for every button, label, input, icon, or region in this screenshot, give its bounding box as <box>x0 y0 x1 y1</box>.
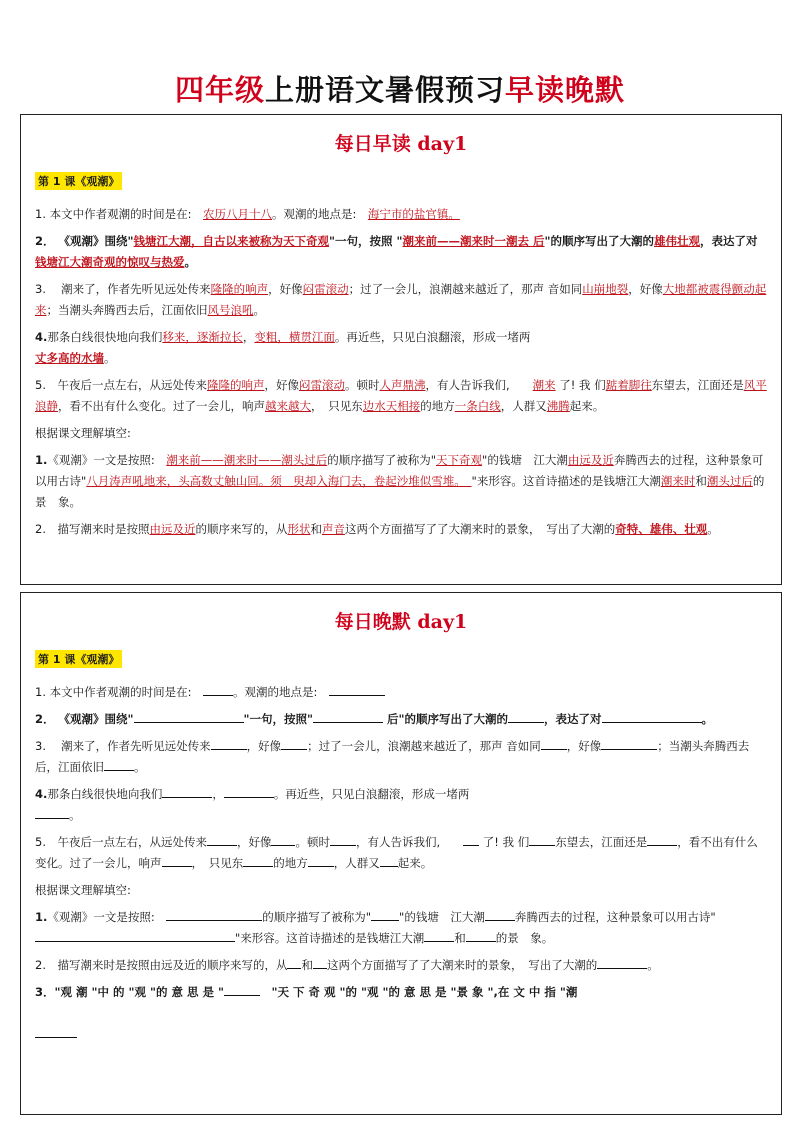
q-text: ，人群又 <box>500 399 547 413</box>
blank[interactable] <box>166 909 262 921</box>
q-text: 和 <box>301 958 313 972</box>
evening-q3 <box>35 736 767 778</box>
q-number: 1. <box>35 685 50 699</box>
q-text: 和 <box>454 931 466 945</box>
blank[interactable] <box>485 909 515 921</box>
answer: 钱塘江大潮奇观的惊叹与热爱 <box>35 255 185 269</box>
q-text: 起来。 <box>569 399 605 413</box>
q-text: "一句，按照" <box>243 712 313 726</box>
blank[interactable] <box>330 834 356 846</box>
morning-lesson-label: 第 1 课《观潮》 <box>35 172 122 190</box>
blank[interactable] <box>541 738 567 750</box>
answer: 海宁市的盐官镇。 <box>367 207 460 221</box>
q-text: 潮来了，作者先听见远处传来 <box>61 739 211 753</box>
q-text: ，好像 <box>246 739 282 753</box>
q-number: 2. <box>35 522 58 536</box>
q-text: 东望去，江面还是 <box>651 378 744 392</box>
q-text: 这两个方面描写了了大潮来时的景象， 写出了大潮的 <box>344 522 616 536</box>
q-text: 本文中作者观潮的时间是在: <box>49 685 204 699</box>
blank[interactable] <box>313 711 383 723</box>
q-text: 的景 象。 <box>35 474 765 509</box>
q-text: 奔腾西去的过程，这种景象可以用古诗" <box>514 910 716 924</box>
q-number: 1. <box>35 453 48 467</box>
answer: 隆隆的响声 <box>210 282 269 296</box>
evening-lesson-label: 第 1 课《观潮》 <box>35 650 122 668</box>
morning-s2 <box>35 519 767 540</box>
morning-reading-box <box>20 114 782 585</box>
answer: 由远及近 <box>149 522 196 536</box>
q-text: ，表达了对 <box>700 234 758 248</box>
q-text: 。观潮的地点是: <box>233 685 329 699</box>
title-grade: 四年级 <box>174 73 265 107</box>
blank[interactable] <box>466 930 496 942</box>
answer: 潮来时 <box>660 474 696 488</box>
blank[interactable] <box>647 834 677 846</box>
page-title <box>0 68 800 109</box>
q-text: 了! 我 们 <box>479 835 530 849</box>
q-text: 。 <box>647 958 659 972</box>
q-text: "观 潮 "中 的 "观 "的 意 思 是 " <box>54 985 225 999</box>
q-number: 5. <box>35 378 58 392</box>
q-number: 4. <box>35 787 48 801</box>
q-text: ；过了一会儿，浪潮越来越近了，那声 音如同 <box>348 282 583 296</box>
answer: 八月涛声吼地来，头高数丈触山回。须 臾却入海门去，卷起沙堆似雪堆。 <box>86 474 472 488</box>
q-number: 1. <box>35 910 48 924</box>
q-number: 2． <box>35 712 59 726</box>
q-text: ；当潮头奔腾西去后，江面依旧 <box>46 303 208 317</box>
answer: 奇特、雄伟、壮观 <box>615 522 708 536</box>
q-text: 描写潮来时是按照由远及近的顺序来写的，从 <box>57 958 288 972</box>
q-text: 那条白线很快地向我们 <box>47 787 163 801</box>
answer: 一条白线 <box>454 399 501 413</box>
q-number: 2. <box>35 958 58 972</box>
q-text: 的顺序描写了被称为" <box>327 453 437 467</box>
q-text: 奔腾西去的过程，这种景象可以用古诗" <box>35 453 764 488</box>
morning-q1 <box>35 204 767 225</box>
q-text: 。再近些，只见白浪翻滚，形成一堵两 <box>334 330 531 344</box>
evening-subheading: 根据课文理解填空: <box>35 883 131 897</box>
blank[interactable] <box>308 855 334 867</box>
q-number: 4. <box>35 330 48 344</box>
answer: 丈多高的水墙 <box>35 351 104 365</box>
morning-q4 <box>35 327 767 369</box>
blank[interactable] <box>35 807 69 819</box>
evening-q1 <box>35 682 767 703</box>
answer: 潮来前——潮来时一潮去 后 <box>402 234 545 248</box>
q-text: ， 只见东 <box>311 399 363 413</box>
morning-q5 <box>35 375 767 417</box>
answer: 声音 <box>321 522 345 536</box>
evening-s3 <box>35 982 767 1045</box>
q-text: 。再近些，只见白浪翻滚，形成一堵两 <box>273 787 470 801</box>
q-text: ， 只见东 <box>191 856 244 870</box>
q-text: ，好像 <box>264 378 299 392</box>
q-text: ，表达了对 <box>544 712 602 726</box>
evening-q4 <box>35 784 767 826</box>
blank[interactable] <box>508 711 544 723</box>
blank[interactable] <box>243 855 273 867</box>
q-text: 。顿时 <box>344 378 380 392</box>
evening-q5 <box>35 832 767 874</box>
evening-q2 <box>35 709 767 730</box>
q-text: 。 <box>184 255 196 269</box>
answer: 闷雷滚动 <box>302 282 349 296</box>
q-text: "来形容。这首诗描述的是钱塘江大潮 <box>471 474 661 488</box>
answer: 越来越大 <box>265 399 311 413</box>
morning-heading: 每日早读 day1 <box>334 133 468 155</box>
q-text: 本文中作者观潮的时间是在: <box>49 207 204 221</box>
q-text: "的钱塘 江大潮 <box>482 453 568 467</box>
evening-s1 <box>35 907 767 949</box>
answer: 天下奇观 <box>436 453 483 467</box>
q-text: ， <box>242 330 255 344</box>
q-text: 。顿时 <box>295 835 330 849</box>
q-text: 描写潮来时是按照 <box>57 522 150 536</box>
q-text: ；当潮头奔腾西去后，江面依旧 <box>35 739 750 774</box>
q-number: 3． <box>35 985 55 999</box>
blank[interactable] <box>35 1026 77 1038</box>
q-text: "来形容。这首诗描述的是钱塘江大潮 <box>235 931 425 945</box>
blank[interactable] <box>463 834 479 846</box>
title-end: 早读晚默 <box>505 73 626 107</box>
q-number: 3. <box>35 739 62 753</box>
answer: 人声鼎沸 <box>379 378 426 392</box>
q-text: ，人群又 <box>333 856 380 870</box>
blank[interactable] <box>313 957 327 969</box>
blank[interactable] <box>162 855 192 867</box>
q-text: 午夜后一点左右，从远处传来 <box>57 835 207 849</box>
q-text: 。 <box>707 522 719 536</box>
evening-s2 <box>35 955 767 976</box>
q-text: 《观潮》一文是按照: <box>47 453 167 467</box>
blank[interactable] <box>371 909 399 921</box>
answer: 隆隆的响声 <box>206 378 265 392</box>
q-text: 。 <box>134 760 146 774</box>
blank[interactable] <box>162 786 212 798</box>
q-text: ，好像 <box>566 739 602 753</box>
answer: 边水天相接 <box>362 399 421 413</box>
blank[interactable] <box>271 834 295 846</box>
q-text: ，有人告诉我们, <box>425 378 533 392</box>
q-text: "一句，按照 " <box>329 234 403 248</box>
answer: 变粗，横贯江面 <box>254 330 335 344</box>
q-text: 和 <box>695 474 707 488</box>
blank[interactable] <box>602 711 702 723</box>
answer: 潮头过后 <box>706 474 753 488</box>
blank[interactable] <box>329 684 385 696</box>
q-text: 了! 我 们 <box>555 378 606 392</box>
blank[interactable] <box>104 759 134 771</box>
q-text: ；过了一会儿，浪潮越来越近了，那声 音如同 <box>307 739 541 753</box>
answer: 风号浪吼 <box>207 303 254 317</box>
blank[interactable] <box>380 855 398 867</box>
answer: 风平浪静 <box>35 378 767 413</box>
blank[interactable] <box>203 684 233 696</box>
blank[interactable] <box>35 930 235 942</box>
morning-s1 <box>35 450 767 513</box>
q-text: 。 <box>104 351 116 365</box>
blank[interactable] <box>134 711 244 723</box>
answer: 雄伟壮观 <box>654 234 701 248</box>
q-text: "的顺序写出了大潮的 <box>544 234 655 248</box>
blank[interactable] <box>529 834 555 846</box>
answer: 移来，逐渐拉长 <box>162 330 243 344</box>
q-text: 。 <box>701 712 713 726</box>
q-text: 起来。 <box>397 856 433 870</box>
q-number: 1. <box>35 207 50 221</box>
morning-q2 <box>35 231 767 273</box>
q-number: 2． <box>35 234 59 248</box>
evening-dictation-box <box>20 592 782 1115</box>
q-text: 。 <box>253 303 265 317</box>
blank[interactable] <box>597 957 647 969</box>
q-text: 。 <box>69 808 81 822</box>
q-text: 。观潮的地点是: <box>272 207 368 221</box>
q-text: ，看不出有什么变化。过了一会儿，响声 <box>58 399 265 413</box>
q-text: 午夜后一点左右，从远处传来 <box>57 378 207 392</box>
q-text: 的顺序来写的，从 <box>195 522 288 536</box>
blank[interactable] <box>424 930 454 942</box>
evening-heading: 每日晚默 day1 <box>334 611 468 633</box>
blank[interactable] <box>601 738 657 750</box>
q-text: 东望去，江面还是 <box>555 835 648 849</box>
blank[interactable] <box>224 984 260 996</box>
answer: 踮着脚往 <box>605 378 652 392</box>
answer: 山崩地裂 <box>582 282 629 296</box>
q-number: 5. <box>35 835 58 849</box>
q-number: 3. <box>35 282 62 296</box>
q-text: 潮来了，作者先听见远处传来 <box>61 282 211 296</box>
answer: 农历八月十八 <box>203 207 273 221</box>
q-text: 《观潮》一文是按照: <box>47 910 167 924</box>
q-text: 《观潮》围绕" <box>58 234 134 248</box>
answer: 潮来前——潮来时——潮头过后 <box>166 453 328 467</box>
q-text: ，有人告诉我们, <box>355 835 464 849</box>
q-text: ， <box>212 787 224 801</box>
blank[interactable] <box>281 738 307 750</box>
blank[interactable] <box>211 738 247 750</box>
answer: 闷雷滚动 <box>298 378 345 392</box>
blank[interactable] <box>224 786 274 798</box>
q-text: ，看不出有什么变化。过了一会儿，响声 <box>35 835 758 870</box>
blank[interactable] <box>207 834 237 846</box>
answer: 潮来 <box>532 378 556 392</box>
q-text: 《观潮》围绕" <box>58 712 134 726</box>
q-text: 和 <box>310 522 322 536</box>
answer: 大地都被震得颤动起来 <box>35 282 767 317</box>
answer: 钱塘江大潮，自古以来被称为天下奇观 <box>133 234 330 248</box>
title-middle: 上册语文暑假预习 <box>264 73 505 107</box>
morning-subheading: 根据课文理解填空: <box>35 426 131 440</box>
answer: 由远及近 <box>567 453 614 467</box>
q-text: 的顺序描写了被称为" <box>262 910 372 924</box>
q-text: 那条白线很快地向我们 <box>47 330 163 344</box>
answer: 沸腾 <box>546 399 570 413</box>
q-text: "天 下 奇 观 "的 "观 "的 意 思 是 "景 象 ",在 文 中 指 "潮 <box>260 985 578 999</box>
q-text: ，好像 <box>268 282 303 296</box>
q-text: ，好像 <box>236 835 272 849</box>
q-text: 的景 象。 <box>495 931 554 945</box>
blank[interactable] <box>287 957 301 969</box>
q-text: "的钱塘 江大潮 <box>399 910 485 924</box>
q-text: ，好像 <box>628 282 663 296</box>
q-text: 后"的顺序写出了大潮的 <box>383 712 508 726</box>
morning-q3 <box>35 279 767 321</box>
q-text: 的地方 <box>420 399 455 413</box>
answer: 形状 <box>287 522 311 536</box>
q-text: 这两个方面描写了了大潮来时的景象， 写出了大潮的 <box>326 958 598 972</box>
q-text: 的地方 <box>273 856 308 870</box>
